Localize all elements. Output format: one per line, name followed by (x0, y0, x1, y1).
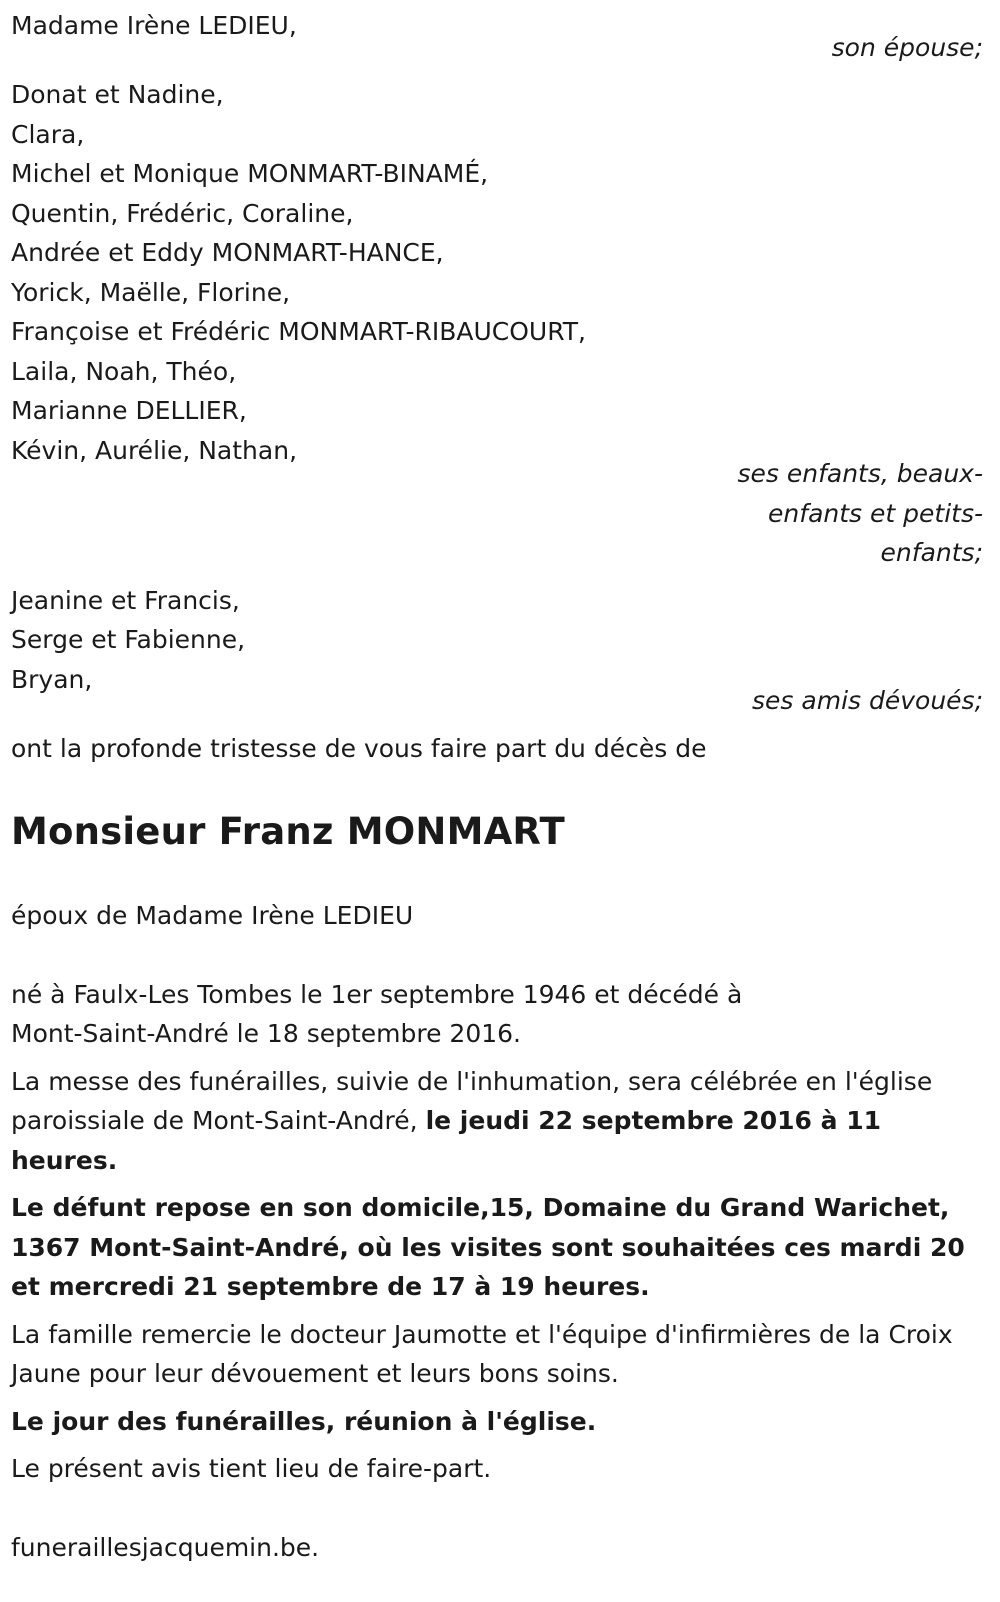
children-role-line: enfants et petits- (768, 498, 983, 528)
family-member-line: Andrée et Eddy MONMART-HANCE, (11, 238, 444, 267)
thanks-text: La famille remercie le docteur Jaumotte et l'équipe d'infirmières de la Croix Jaune pour leur dévouement et leurs bons soins. (11, 1319, 953, 1388)
announcement-text: ont la profonde tristesse de vous faire part du décès de (11, 733, 707, 763)
friend-line: Serge et Fabienne, (11, 625, 246, 654)
birth-death-info (11, 975, 991, 1054)
children-role (11, 454, 991, 573)
family-member-line: Françoise et Frédéric MONMART-RIBAUCOURT, (11, 317, 586, 346)
family-member-line: Yorick, Maëlle, Florine, (11, 277, 291, 307)
meeting-info: Le jour des funérailles, réunion à l'église. (11, 1406, 597, 1436)
rest-place-info: Le défunt repose en son domicile,15, Domaine du Grand Warichet, 1367 Mont-Saint-André, où les visites sont souhaitées ces mardi 20 et mercredi 21 septembre de 17 à 19 heures. (11, 1193, 965, 1301)
family-member-line: Kévin, Aurélie, Nathan, (11, 435, 298, 465)
funeral-info (11, 1062, 991, 1181)
funeral-date: le jeudi 22 septembre 2016 à 11 heures. (11, 1106, 881, 1175)
spouse-name: Madame Irène LEDIEU, (11, 11, 297, 40)
family-member-line: Laila, Noah, Théo, (11, 356, 237, 386)
spouse-block (11, 6, 991, 67)
friends-block (11, 581, 991, 721)
obituary-notice (11, 6, 991, 1567)
notice-text: Le présent avis tient lieu de faire-part. (11, 1454, 492, 1483)
family-member-line: Marianne DELLIER, (11, 396, 247, 425)
birth-death-line: Mont-Saint-André le 18 septembre 2016. (11, 1019, 521, 1048)
family-member-line: Michel et Monique MONMART-BINAMÉ, (11, 159, 489, 188)
spouse-role: son épouse; (831, 32, 983, 62)
friend-line: Jeanine et Francis, (11, 585, 240, 615)
friend-line: Bryan, (11, 664, 93, 694)
spouse-of-text: époux de Madame Irène LEDIEU (11, 901, 414, 930)
funeral-text: La messe des funérailles, suivie de l'inhumation, sera célébrée en l'église paroissiale de Mont-Saint-André, (11, 1066, 933, 1135)
children-role-line: enfants; (880, 538, 983, 567)
children-role-line: ses enfants, beaux- (737, 459, 983, 488)
birth-death-line: né à Faulx-Les Tombes le 1er septembre 1946 et décédé à (11, 979, 743, 1009)
family-member-line: Clara, (11, 119, 85, 149)
family-member-line: Quentin, Frédéric, Coraline, (11, 198, 354, 228)
deceased-name: Monsieur Franz MONMART (11, 810, 565, 853)
family-member-line: Donat et Nadine, (11, 80, 224, 109)
website-link[interactable]: funeraillesjacquemin.be. (11, 1532, 320, 1562)
friends-role: ses amis dévoués; (752, 686, 983, 715)
children-block (11, 75, 991, 573)
